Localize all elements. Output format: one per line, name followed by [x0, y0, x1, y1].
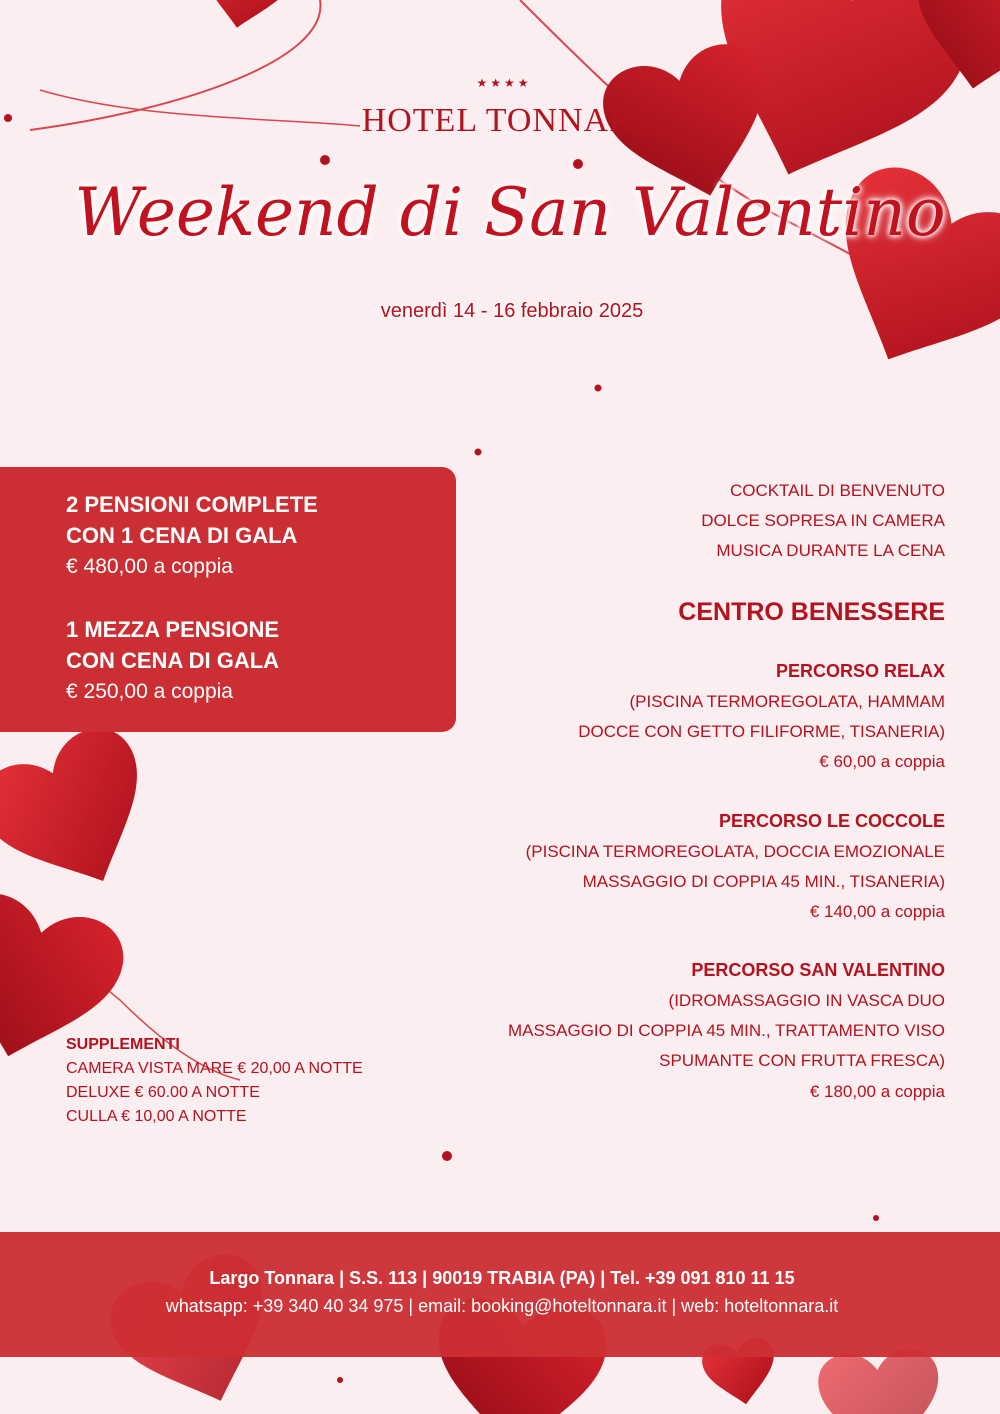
extra-item: DOLCE SOPRESA IN CAMERA — [701, 511, 945, 530]
coccole-price: € 140,00 a coppia — [809, 902, 945, 921]
heart-top-left — [190, 0, 299, 36]
extra-item: COCKTAIL DI BENVENUTO — [729, 481, 945, 500]
offer1-line2: CON 1 CENA DI GALA — [66, 523, 298, 548]
supplement-item: CAMERA VISTA MARE € 20,00 A NOTTE — [66, 1060, 363, 1077]
offer2-price: € 250,00 a coppia — [66, 680, 233, 703]
hotel-name: HOTEL TONNARA — [361, 102, 659, 139]
offer1-line1: 2 PENSIONI COMPLETE — [66, 492, 318, 517]
valentino-line1: (IDROMASSAGGIO IN VASCA DUO — [668, 991, 945, 1010]
valentino-name: PERCORSO SAN VALENTINO — [691, 960, 945, 980]
valentino-price: € 180,00 a coppia — [809, 1082, 945, 1101]
valentino-line3: SPUMANTE CON FRUTTA FRESCA) — [659, 1051, 945, 1070]
footer-band — [0, 1232, 1000, 1357]
offer-box — [0, 467, 456, 732]
supplements-title: SUPPLEMENTI — [66, 1036, 180, 1053]
offer1-price: € 480,00 a coppia — [66, 555, 233, 578]
heart-left-1 — [0, 716, 177, 915]
relax-line2: DOCCE CON GETTO FILIFORME, TISANERIA) — [578, 722, 945, 741]
extra-item: MUSICA DURANTE LA CENA — [716, 541, 945, 560]
event-date: venerdì 14 - 16 febbraio 2025 — [380, 300, 644, 322]
supplement-item: CULLA € 10,00 A NOTTE — [66, 1108, 247, 1125]
relax-price: € 60,00 a coppia — [819, 752, 945, 771]
relax-name: PERCORSO RELAX — [775, 661, 945, 681]
offer2-line2: CON CENA DI GALA — [66, 648, 280, 673]
coccole-name: PERCORSO LE COCCOLE — [718, 811, 945, 831]
footer-address: Largo Tonnara | S.S. 113 | 90019 TRABIA (PA) | Tel. +39 091 810 11 15 — [209, 1268, 795, 1288]
valentino-line2: MASSAGGIO DI COPPIA 45 MIN., TRATTAMENTO VISO — [507, 1021, 945, 1040]
coccole-line1: (PISCINA TERMOREGOLATA, DOCCIA EMOZIONALE — [525, 842, 945, 861]
event-title: Weekend di San Valentino — [74, 174, 946, 251]
footer-contacts[interactable]: whatsapp: +39 340 40 34 975 | email: booking@hoteltonnara.it | web: hoteltonnara.it — [165, 1296, 839, 1316]
supplement-item: DELUXE € 60.00 A NOTTE — [66, 1084, 260, 1101]
relax-line1: (PISCINA TERMOREGOLATA, HAMMAM — [629, 692, 945, 711]
spa-title: CENTRO BENESSERE — [678, 598, 945, 626]
hotel-stars: ★★★★ — [476, 76, 532, 90]
offer2-line1: 1 MEZZA PENSIONE — [66, 617, 280, 642]
coccole-line2: MASSAGGIO DI COPPIA 45 MIN., TISANERIA) — [582, 872, 945, 891]
